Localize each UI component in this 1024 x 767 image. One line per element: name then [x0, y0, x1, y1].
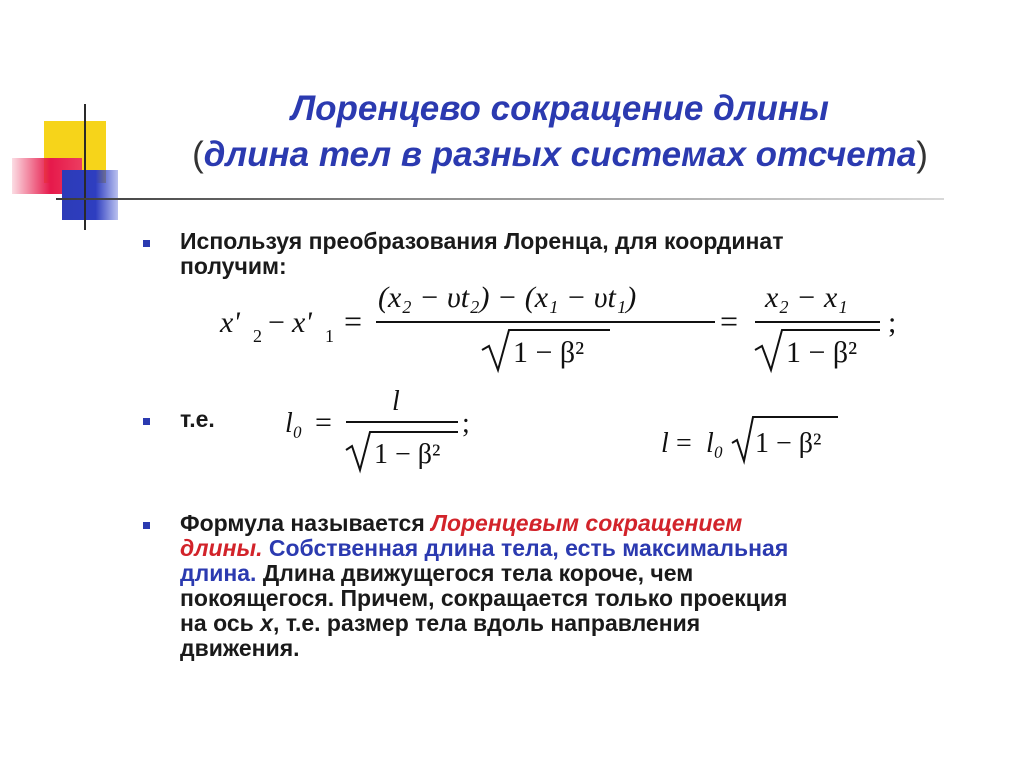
- formula-equals-2: =: [720, 303, 739, 339]
- formula-numerator-2: x₂ − x₁: [765, 281, 848, 314]
- formula-denominator-2: 1 − β²: [786, 336, 858, 369]
- slide-title: [150, 86, 970, 178]
- formula-contracted-length: [656, 405, 856, 475]
- title-line-1: Лоренцево сокращение длины: [291, 89, 829, 128]
- title-paren-close: ): [916, 135, 928, 174]
- formula-lhs-x1: x': [292, 306, 312, 339]
- formula-sub-1: 1: [325, 326, 334, 346]
- definition-highlight: длина.: [180, 560, 257, 586]
- title-paren-open: (: [192, 135, 204, 174]
- formula-sub-2: 2: [253, 326, 262, 346]
- text-span: , т.е. размер тела вдоль направления: [272, 610, 701, 636]
- bullet-3-text: [180, 511, 1000, 661]
- bullet-3-line-1: [180, 511, 1000, 536]
- bullet-2-text: т.е.: [180, 406, 215, 432]
- definition-highlight: Собственная длина тела, есть максимальная: [262, 535, 789, 561]
- bullet-3-line-5: [180, 611, 1000, 636]
- bullet-marker: [143, 240, 150, 247]
- title-line-2: [150, 132, 970, 178]
- formula-semicolon: ;: [462, 408, 470, 439]
- formula-semicolon: ;: [888, 306, 897, 339]
- text-span: Формула называется: [180, 510, 432, 536]
- formula-l0: l₀: [706, 428, 724, 459]
- formula-denominator: 1 − β²: [374, 439, 441, 470]
- formula-proper-length: [280, 380, 500, 480]
- bullet-3-line-4: покоящегося. Причем, сокращается только проекция: [180, 585, 788, 611]
- formula-l: l: [661, 428, 669, 459]
- formula-radicand: 1 − β²: [755, 428, 822, 459]
- bullet-1-line-1: Используя преобразования Лоренца, для координат: [180, 228, 784, 254]
- term-highlight: Лоренцевым сокращением: [431, 510, 743, 536]
- formula-equals: =: [344, 303, 363, 339]
- formula-length-difference: [210, 270, 910, 380]
- bullet-marker: [143, 522, 150, 529]
- formula-lhs-x2: x': [220, 306, 240, 339]
- formula-equals: =: [315, 406, 332, 439]
- bullet-3-line-3: [180, 561, 1000, 586]
- formula-equals: =: [676, 428, 692, 459]
- bullet-3-line-6: движения.: [180, 635, 300, 661]
- formula-denominator: 1 − β²: [513, 336, 585, 369]
- bullet-1-line-2: получим:: [180, 253, 287, 279]
- formula-l0: l₀: [285, 408, 303, 439]
- bullet-3-line-2: [180, 536, 1000, 561]
- title-line-2-text: длина тел в разных системах отсчета: [203, 135, 917, 174]
- formula-minus: −: [268, 306, 285, 339]
- formula-numerator: (x₂ − υt₂) − (x₁ − υt₁): [378, 281, 637, 314]
- title-underline: [56, 198, 944, 200]
- text-span: на ось: [180, 610, 261, 636]
- decor-vertical-line: [84, 104, 86, 230]
- decor-blue-square: [62, 170, 118, 220]
- term-highlight: длины.: [180, 535, 263, 561]
- axis-variable: x: [260, 610, 273, 636]
- formula-numerator: l: [392, 386, 400, 417]
- bullet-marker: [143, 418, 150, 425]
- text-span: Длина движущегося тела короче, чем: [256, 560, 694, 586]
